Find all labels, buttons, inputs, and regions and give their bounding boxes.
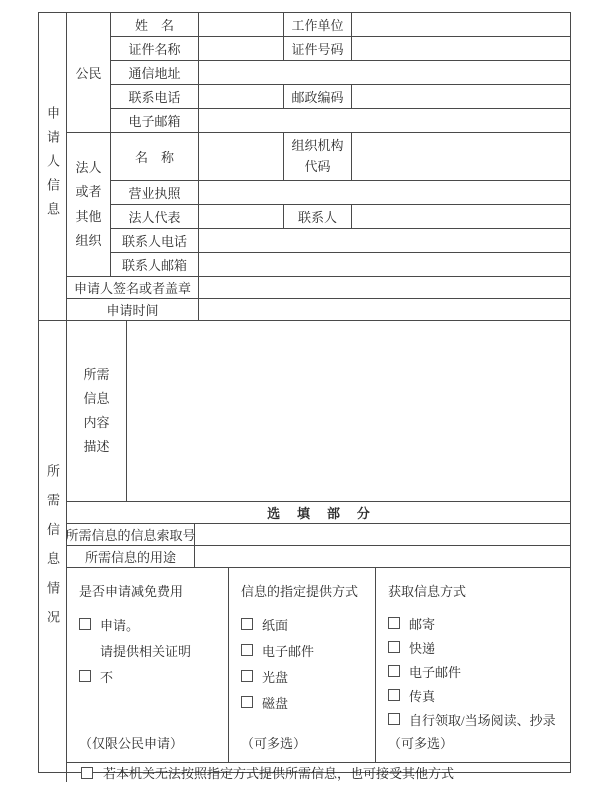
contact-email-label: 联系人邮箱 (111, 253, 199, 276)
id-type-input-cell[interactable] (199, 37, 284, 60)
postcode-input-cell[interactable] (352, 85, 570, 108)
required-info-side-label-cell (39, 321, 67, 782)
address-label: 通信地址 (111, 61, 199, 84)
optional-header: 选填部分 (267, 506, 387, 521)
org-code-label: 组织机构代码 (291, 137, 344, 174)
citizen-block (67, 13, 570, 133)
checkbox-no-icon[interactable] (79, 670, 91, 682)
fee-waiver-title: 是否申请减免费用 (79, 584, 184, 599)
applicant-section (39, 13, 570, 321)
org-name-input-cell[interactable] (199, 133, 284, 180)
description-label: 所需信息内容描述 (83, 366, 110, 455)
obtain-express-label: 快递 (409, 640, 436, 656)
application-form-table (38, 12, 571, 781)
applicant-side-label-cell (39, 13, 67, 320)
delivery-paper-label: 纸面 (262, 617, 289, 633)
checkbox-mail-icon[interactable] (388, 617, 400, 629)
id-type-label: 证件名称 (111, 37, 199, 60)
obtain-fax-label: 传真 (409, 688, 436, 704)
id-number-label: 证件号码 (284, 37, 352, 60)
org-code-input-cell[interactable] (352, 133, 570, 180)
checkbox-fallback-icon[interactable] (81, 767, 93, 779)
license-label: 营业执照 (111, 181, 199, 204)
license-input-cell[interactable] (199, 181, 570, 204)
fee-waiver-footnote: （仅限公民申请） (79, 736, 184, 751)
required-info-section (39, 321, 570, 782)
name-input-cell[interactable] (199, 13, 284, 36)
obtain-method-column (376, 568, 570, 762)
purpose-label: 所需信息的用途 (67, 546, 195, 567)
checkbox-pickup-icon[interactable] (388, 713, 400, 725)
org-code-label-cell (284, 133, 352, 180)
obtain-option-pickup (388, 707, 560, 731)
delivery-cd-label: 光盘 (262, 669, 289, 685)
signature-row (67, 277, 570, 299)
email-label: 电子邮箱 (111, 109, 199, 132)
fee-waiver-apply-note: 请提供相关证明 (100, 643, 192, 659)
obtain-option-email (388, 659, 560, 683)
contact-phone-label: 联系人电话 (111, 229, 199, 252)
obtain-option-express (388, 635, 560, 659)
options-block (67, 568, 570, 763)
obtain-mail-label: 邮寄 (409, 616, 436, 632)
contact-phone-input-cell[interactable] (199, 229, 570, 252)
fee-waiver-option-no (79, 663, 218, 689)
delivery-option-email (241, 637, 365, 663)
checkbox-paper-icon[interactable] (241, 618, 253, 630)
delivery-method-title: 信息的指定提供方式 (241, 584, 359, 599)
email-input-cell[interactable] (199, 109, 570, 132)
description-block (67, 321, 570, 502)
applicant-side-label: 申请人信息 (45, 106, 60, 227)
postcode-label: 邮政编码 (284, 85, 352, 108)
obtain-option-mail (388, 611, 560, 635)
id-number-input-cell[interactable] (352, 37, 570, 60)
fallback-note-row (67, 763, 570, 782)
checkbox-delivery-email-icon[interactable] (241, 644, 253, 656)
checkbox-cd-icon[interactable] (241, 670, 253, 682)
delivery-option-paper (241, 611, 365, 637)
delivery-email-label: 电子邮件 (262, 643, 315, 659)
checkbox-disk-icon[interactable] (241, 696, 253, 708)
fee-waiver-column (67, 568, 229, 762)
contact-label: 联系人 (284, 205, 352, 228)
delivery-option-disk (241, 689, 365, 715)
fee-waiver-apply-label: 申请。 (100, 617, 140, 633)
signature-label: 申请人签名或者盖章 (67, 277, 199, 298)
obtain-option-fax (388, 683, 560, 707)
phone-input-cell[interactable] (199, 85, 284, 108)
phone-label: 联系电话 (111, 85, 199, 108)
apply-date-label: 申请时间 (67, 299, 199, 320)
optional-header-row (67, 502, 570, 524)
description-label-cell (67, 321, 127, 501)
org-name-label: 名 称 (111, 133, 199, 180)
delivery-option-cd (241, 663, 365, 689)
organization-group-label-cell (67, 133, 111, 276)
contact-email-input-cell[interactable] (199, 253, 570, 276)
representative-input-cell[interactable] (199, 205, 284, 228)
description-input-cell[interactable] (127, 321, 570, 501)
name-label: 姓 名 (111, 13, 199, 36)
fee-waiver-no-label: 不 (100, 669, 114, 685)
organization-group-label: 法人或者其他组织 (75, 160, 102, 248)
obtain-email-label: 电子邮件 (409, 664, 462, 680)
citizen-group-label: 公民 (67, 13, 111, 132)
checkbox-obtain-email-icon[interactable] (388, 665, 400, 677)
signature-input-cell[interactable] (199, 277, 570, 298)
checkbox-fax-icon[interactable] (388, 689, 400, 701)
work-unit-input-cell[interactable] (352, 13, 570, 36)
delivery-disk-label: 磁盘 (262, 695, 289, 711)
purpose-input-cell[interactable] (195, 546, 570, 567)
apply-date-row (67, 299, 570, 320)
checkbox-express-icon[interactable] (388, 641, 400, 653)
representative-label: 法人代表 (111, 205, 199, 228)
required-info-side-label: 所需信息情况 (45, 463, 60, 640)
checkbox-apply-icon[interactable] (79, 618, 91, 630)
work-unit-label: 工作单位 (284, 13, 352, 36)
contact-input-cell[interactable] (352, 205, 570, 228)
obtain-footnote: （可多选） (388, 736, 454, 751)
address-input-cell[interactable] (199, 61, 570, 84)
fallback-note-label: 若本机关无法按照指定方式提供所需信息，也可接受其他方式 (103, 766, 455, 781)
obtain-method-title: 获取信息方式 (388, 584, 467, 599)
index-number-label: 所需信息的信息索取号 (67, 524, 195, 545)
fee-waiver-option-apply (79, 611, 218, 637)
index-number-row (67, 524, 570, 546)
delivery-footnote: （可多选） (241, 736, 307, 751)
index-number-input-cell[interactable] (195, 524, 570, 545)
obtain-pickup-label: 自行领取/当场阅读、抄录 (409, 712, 556, 728)
delivery-method-column (229, 568, 376, 762)
apply-date-input-cell[interactable] (199, 299, 570, 320)
organization-block (67, 133, 570, 277)
purpose-row (67, 546, 570, 568)
